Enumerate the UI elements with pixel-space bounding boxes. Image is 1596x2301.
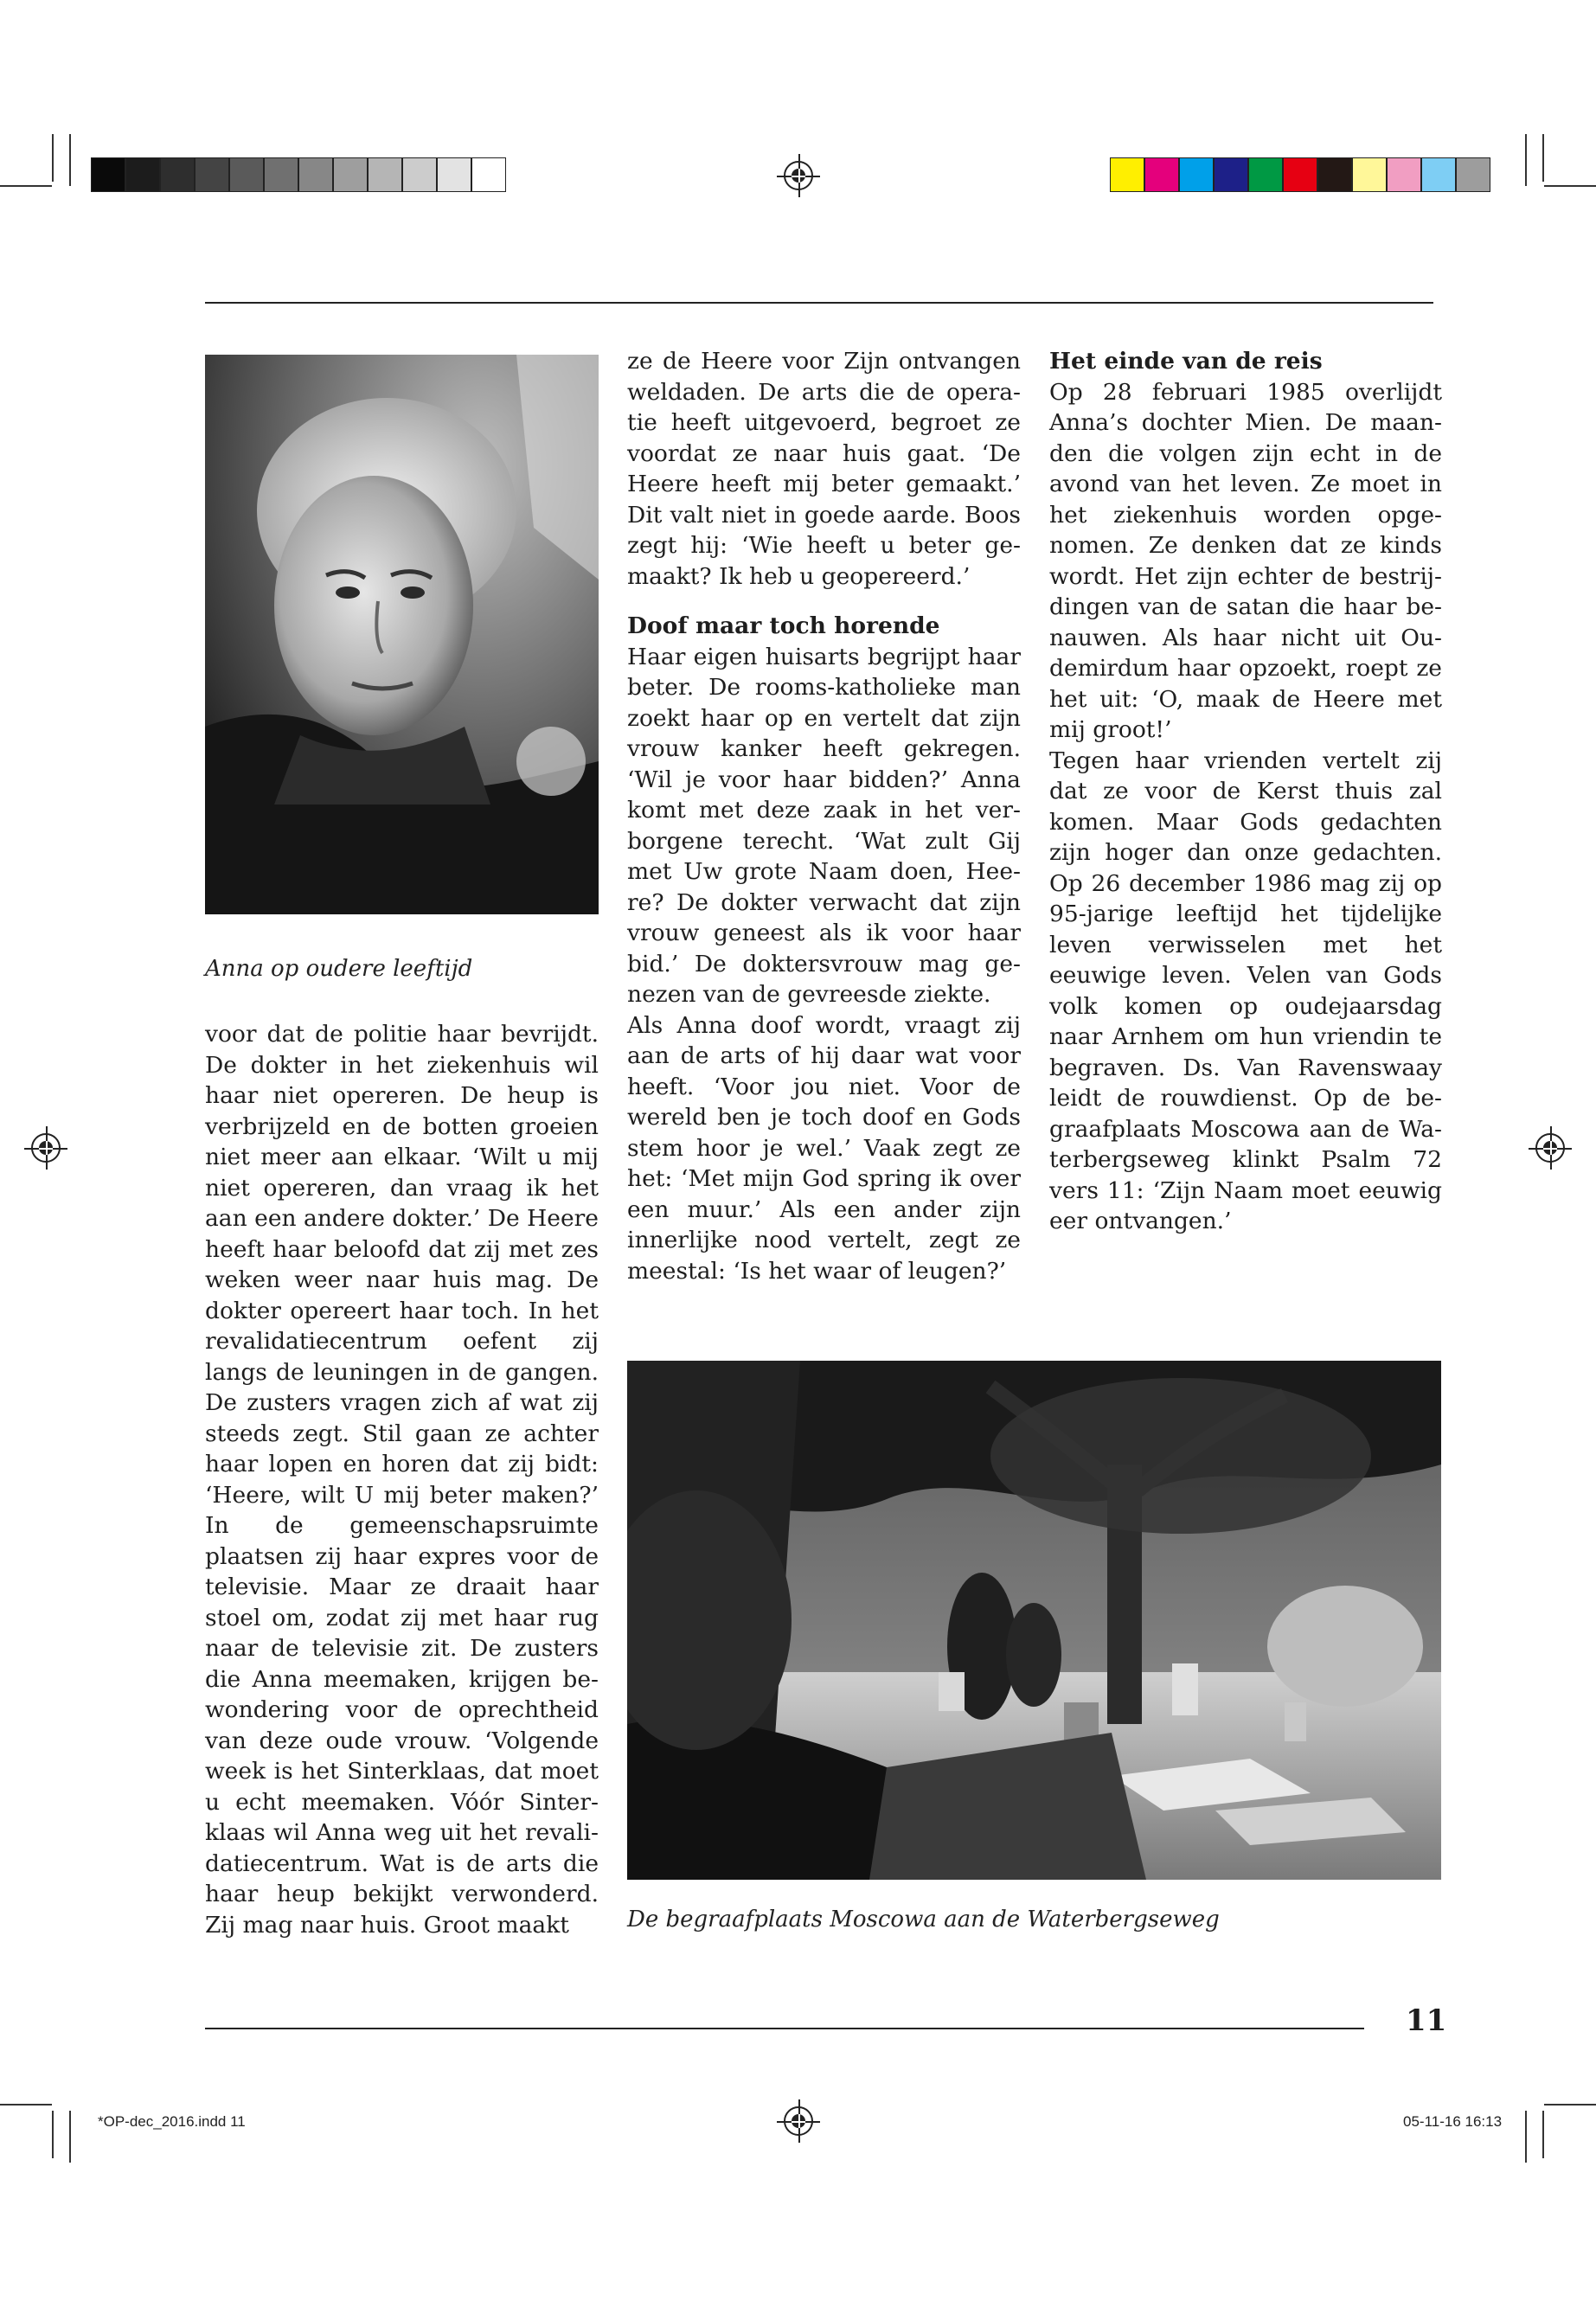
registration-mark-icon <box>31 1133 61 1163</box>
color-swatch <box>229 157 264 192</box>
body-paragraph: ze de Heere voor Zijn ontvangen weldaden. De arts die de operatie heeft uitgevoerd, begroet ze voordat ze naar huis gaat. ‘De Heere heeft mij beter gemaakt.’ Dit valt niet in goede aarde. Boos zegt hij: ‘Wie heeft u beter gemaakt? Ik heb u geopereerd.’ <box>627 348 1021 590</box>
color-swatch <box>1144 157 1179 192</box>
crop-mark <box>1542 134 1544 182</box>
crop-mark <box>52 134 54 182</box>
portrait-caption: Anna op oudere leeftijd <box>205 956 473 982</box>
color-swatch <box>1352 157 1387 192</box>
crop-mark <box>1525 2111 1527 2163</box>
color-swatch <box>1456 157 1490 192</box>
color-swatch <box>160 157 195 192</box>
color-swatch <box>437 157 471 192</box>
date-slug: 05-11-16 16:13 <box>1403 2113 1503 2130</box>
body-paragraph: Als Anna doof wordt, vraagt zij aan de arts of hij daar wat voor heeft. ‘Voor jou niet. Voor de wereld ben je toch doof en Gods stem hoor je wel.’ Vaak zegt ze het: ‘Met mijn God spring ik over een muur.’ Als een ander zijn innerlijke nood vertelt, zegt ze meestal: ‘Is het waar of leugen?’ <box>627 1011 1021 1285</box>
portrait-photo-icon <box>205 355 599 914</box>
cemetery-caption: De begraafplaats Moscowa aan de Waterbergseweg <box>627 1907 1220 1932</box>
body-paragraph: voor dat de politie haar bevrijdt. De dokter in het ziekenhuis wil haar niet opereren. De heup is verbrijzeld en de botten groeien niet meer aan elkaar. ‘Wilt u mij niet opereren, dan vraag ik het aan een andere dokter.’ De Heere heeft haar beloofd dat zij met zes weken weer naar huis mag. De dokter opereert haar toch. In het revalidatiecentrum oefent zij langs de leuningen in de gangen. De zusters vragen zich af wat zij steeds zegt. Stil gaan ze achter haar lopen en horen dat zij bidt: ‘Heere, wilt U mij beter maken?’ In de gemeenschapsruimte plaatsen zij haar expres voor de televisie. Maar ze draait haar stoel om, zodat zij met haar rug naar de televisie zit. De zusters die Anna meemaken, krijgen bewondering voor de oprechtheid van deze oude vrouw. ‘Volgende week is het Sinterklaas, dat moet u echt meemaken. Vóór Sinterklaas wil Anna weg uit het revalidatiecentrum. Wat is de arts die haar heup bekijkt verwonderd. Zij mag naar huis. Groot maakt <box>205 1021 599 1939</box>
color-swatch <box>471 157 506 192</box>
color-swatch <box>125 157 160 192</box>
color-swatch <box>1421 157 1456 192</box>
color-swatch <box>195 157 229 192</box>
article-column-2 <box>627 346 1021 1286</box>
color-swatch <box>1283 157 1317 192</box>
crop-mark <box>69 134 71 186</box>
crop-mark <box>52 2111 54 2158</box>
page-number: 11 <box>1406 2003 1447 2038</box>
crop-mark <box>1525 134 1527 186</box>
color-swatch <box>298 157 333 192</box>
header-rule <box>205 302 1433 304</box>
article-column-3 <box>1049 346 1442 1237</box>
grayscale-color-bar <box>91 157 506 194</box>
cemetery-photo-icon <box>627 1361 1441 1880</box>
body-paragraph: Haar eigen huisarts begrijpt haar beter. De rooms-katholieke man zoekt haar op en vertelt dat zijn vrouw kanker heeft gekregen. ‘Wil je voor haar bidden?’ Anna komt met deze zaak in het verborgene terecht. ‘Wat zult Gij met Uw grote Naam doen, Heere? De dokter verwacht dat zijn vrouw geneest als ik voor haar bid.’ De doktersvrouw mag genezen van de gevreesde ziekte. <box>627 643 1021 1008</box>
color-swatch <box>264 157 298 192</box>
color-swatch <box>1248 157 1283 192</box>
portrait-photo <box>205 355 599 914</box>
crop-mark <box>1544 2104 1596 2106</box>
crop-mark <box>0 185 52 187</box>
registration-mark-icon <box>784 2106 813 2136</box>
article-column-1 <box>205 1019 599 1940</box>
footer-rule <box>205 2028 1364 2029</box>
color-swatch <box>333 157 368 192</box>
process-color-bar <box>1110 157 1490 194</box>
crop-mark <box>1544 185 1596 187</box>
registration-mark-icon <box>784 161 813 190</box>
crop-mark <box>1542 2111 1544 2158</box>
color-swatch <box>1317 157 1352 192</box>
color-swatch <box>1214 157 1248 192</box>
color-swatch <box>402 157 437 192</box>
section-heading: Het einde van de reis <box>1049 348 1323 375</box>
file-slug: *OP-dec_2016.indd 11 <box>98 2113 246 2130</box>
section-heading: Doof maar toch horende <box>627 612 940 639</box>
body-paragraph: Tegen haar vrienden vertelt zij dat ze voor de Kerst thuis zal komen. Maar Gods gedachten zijn hoger dan onze gedachten. Op 26 december 1986 mag zij op 95-jarige leeftijd het tijdelijke leven verwisselen met het eeuwige leven. Velen van Gods volk komen op oudejaarsdag naar Arnhem om hun vriendin te begraven. Ds. Van Ravenswaay leidt de rouwdienst. Op de begraafplaats Moscowa aan de Waterbergseweg klinkt Psalm 72 vers 11: ‘Zijn Naam moet eeuwig eer ontvangen.’ <box>1049 747 1442 1234</box>
color-swatch <box>1387 157 1421 192</box>
color-swatch <box>1110 157 1144 192</box>
registration-mark-icon <box>1535 1133 1565 1163</box>
crop-mark <box>69 2111 71 2163</box>
cemetery-photo <box>627 1361 1441 1880</box>
body-paragraph: Op 28 februari 1985 overlijdt Anna’s dochter Mien. De maanden die volgen zijn echt in de avond van het leven. Ze moet in het ziekenhuis worden opgenomen. Ze denken dat ze kinds wordt. Het zijn echter de bestrijdingen van de satan die haar benauwen. Als haar nicht uit Oudemirdum haar opzoekt, roept ze het uit: ‘O, maak de Heere met mij groot!’ <box>1049 378 1442 743</box>
crop-mark <box>0 2104 52 2106</box>
color-swatch <box>91 157 125 192</box>
color-swatch <box>1179 157 1214 192</box>
color-swatch <box>368 157 402 192</box>
